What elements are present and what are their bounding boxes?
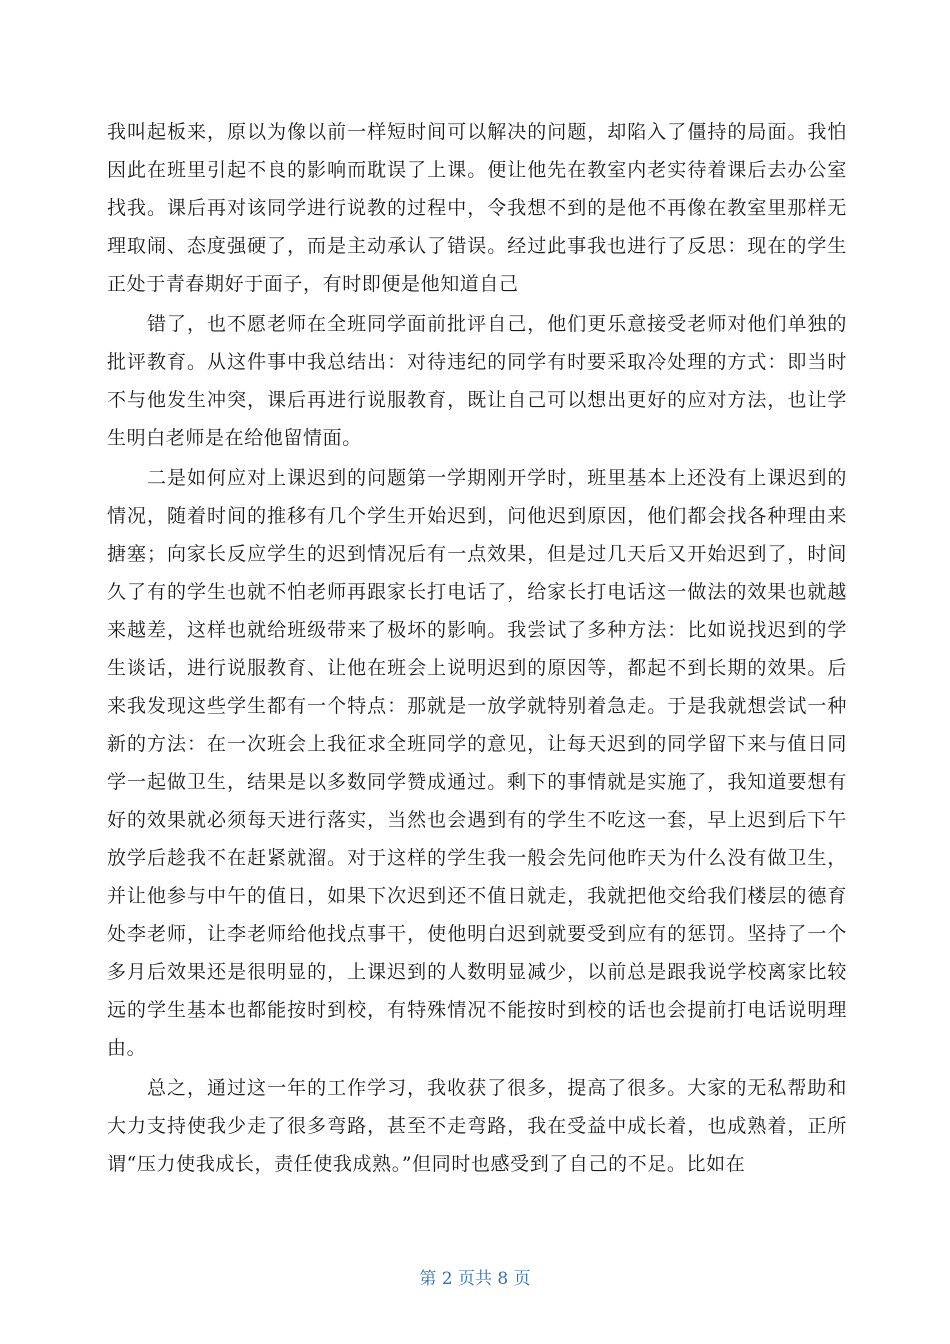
document-body — [107, 113, 847, 1183]
paragraph-4: 总之，通过这一年的工作学习，我收获了很多，提高了很多。大家的无私帮助和大力支持使我少走了很多弯路，甚至不走弯路，我在受益中成长着，也成熟着，正所谓“压力使我成长，责任使我成熟。”但同时也感受到了自己的不足。比如在 — [107, 1077, 847, 1175]
paragraph-2: 错了，也不愿老师在全班同学面前批评自己，他们更乐意接受老师对他们单独的批评教育。从这件事中我总结出：对待违纪的同学有时要采取冷处理的方式：即当时不与他发生冲突，课后再进行说服教育，既让自己可以想出更好的应对方法，也让学生明白老师是在给他留情面。 — [107, 313, 847, 449]
paragraph-3: 二是如何应对上课迟到的问题第一学期刚开学时，班里基本上还没有上课迟到的情况，随着时间的推移有几个学生开始迟到，问他迟到原因，他们都会找各种理由来搪塞；向家长反应学生的迟到情况后有一点效果，但是过几天后又开始迟到了，时间久了有的学生也就不怕老师再跟家长打电话了，给家长打电话这一做法的效果也就越来越差，这样也就给班级带来了极坏的影响。我尝试了多种方法：比如说找迟到的学生谈话，进行说服教育、让他在班会上说明迟到的原因等，都起不到长期的效果。后来我发现这些学生都有一个特点：那就是一放学就特别着急走。于是我就想尝试一种新的方法：在一次班会上我征求全班同学的意见，让每天迟到的同学留下来与值日同学一起做卫生，结果是以多数同学赞成通过。剩下的事情就是实施了，我知道要想有好的效果就必须每天进行落实，当然也会遇到有的学生不吃这一套，早上迟到后下午放学后趁我不在赶紧就溜。对于这样的学生我一般会先问他昨天为什么没有做卫生，并让他参与中午的值日，如果下次迟到还不值日就走，我就把他交给我们楼层的德育处李老师，让李老师给他找点事干，使他明白迟到就要受到应有的惩罚。坚持了一个多月后效果还是很明显的，上课迟到的人数明显减少，以前总是跟我说学校离家比较远的学生基本也都能按时到校，有特殊情况不能按时到校的话也会提前打电话说明理由。 — [107, 467, 847, 1059]
paragraph-1: 我叫起板来，原以为像以前一样短时间可以解决的问题，却陷入了僵持的局面。我怕因此在班里引起不良的影响而耽误了上课。便让他先在教室内老实待着课后去办公室找我。课后再对该同学进行说教的过程中，令我想不到的是他不再像在教室里那样无理取闹、态度强硬了，而是主动承认了错误。经过此事我也进行了反思：现在的学生正处于青春期好于面子，有时即便是他知道自己 — [107, 121, 847, 295]
page-number-footer: 第 2 页共 8 页 — [419, 1269, 531, 1289]
